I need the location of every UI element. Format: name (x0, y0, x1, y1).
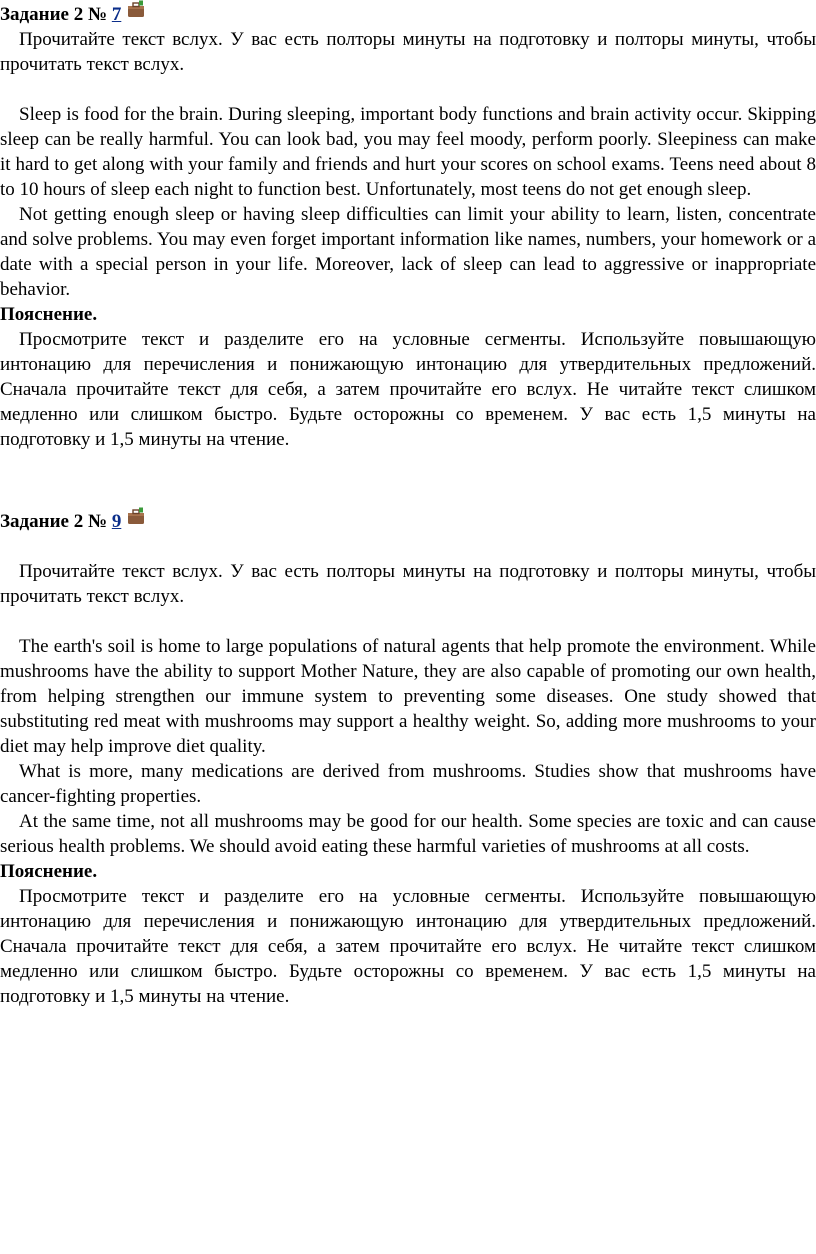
task-heading (0, 507, 816, 534)
reading-paragraph: Sleep is food for the brain. During sleeping, important body functions and brain activity occur. Skipping sleep can be really harmful. You can look bad, you may feel moody, perform poorly. Sleepiness can make it hard to get along with your family and friends and hurt your scores on school exams. Teens need about 8 to 10 hours of sleep each night to function best. Unfortunately, most teens do not get enough sleep. (0, 104, 816, 200)
task-number-link[interactable]: 7 (111, 4, 122, 25)
reading-paragraph: Not getting enough sleep or having sleep difficulties can limit your ability to learn, listen, concentrate and solve problems. You may even forget important information like names, numbers, your homework or a date with a special person in your life. Moreover, lack of sleep can lead to aggressive or inappropriate behavior. (0, 204, 816, 300)
reading-paragraph: The earth's soil is home to large populations of natural agents that help promote the environment. While mushrooms have the ability to support Mother Nature, they are also capable of promoting our own health, from helping strengthen our immune system to preventing some diseases. One study showed that substituting red meat with mushrooms may support a healthy weight. So, adding more mushrooms to your diet may help improve diet quality. (0, 636, 816, 757)
task-number-link[interactable]: 9 (111, 511, 122, 532)
task-instruction: Прочитайте текст вслух. У вас есть полторы минуты на подготовку и полторы минуты, чтобы прочитать текст вслух. (0, 561, 816, 607)
explanation-label: Пояснение. (0, 861, 98, 882)
task-9 (0, 507, 816, 1009)
explanation-text: Просмотрите текст и разделите его на условные сегменты. Используйте повышающую интонацию для перечисления и понижающую интонацию для утвердительных предложений. Сначала прочитайте текст для себя, а затем прочитайте его вслух. Не читайте текст слишком медленно или слишком быстро. Будьте осторожны со временем. У вас есть 1,5 минуты на подготовку и 1,5 минуты на чтение. (0, 329, 816, 450)
explanation-text: Просмотрите текст и разделите его на условные сегменты. Используйте повышающую интонацию для перечисления и понижающую интонацию для утвердительных предложений. Сначала прочитайте текст для себя, а затем прочитайте его вслух. Не читайте текст слишком медленно или слишком быстро. Будьте осторожны со временем. У вас есть 1,5 минуты на подготовку и 1,5 минуты на чтение. (0, 886, 816, 1007)
task-heading (0, 0, 816, 27)
reading-paragraph: What is more, many medications are derived from mushrooms. Studies show that mushrooms have cancer-fighting properties. (0, 761, 816, 807)
reading-paragraph: At the same time, not all mushrooms may be good for our health. Some species are toxic and can cause serious health problems. We should avoid eating these harmful varieties of mushrooms at all costs. (0, 811, 816, 857)
task-heading-prefix: Задание 2 № (0, 4, 108, 25)
task-instruction: Прочитайте текст вслух. У вас есть полторы минуты на подготовку и полторы минуты, чтобы прочитать текст вслух. (0, 29, 816, 75)
task-7 (0, 0, 816, 452)
briefcase-icon[interactable] (127, 0, 145, 25)
explanation-label: Пояснение. (0, 304, 98, 325)
briefcase-icon[interactable] (127, 507, 145, 532)
task-heading-prefix: Задание 2 № (0, 511, 108, 532)
